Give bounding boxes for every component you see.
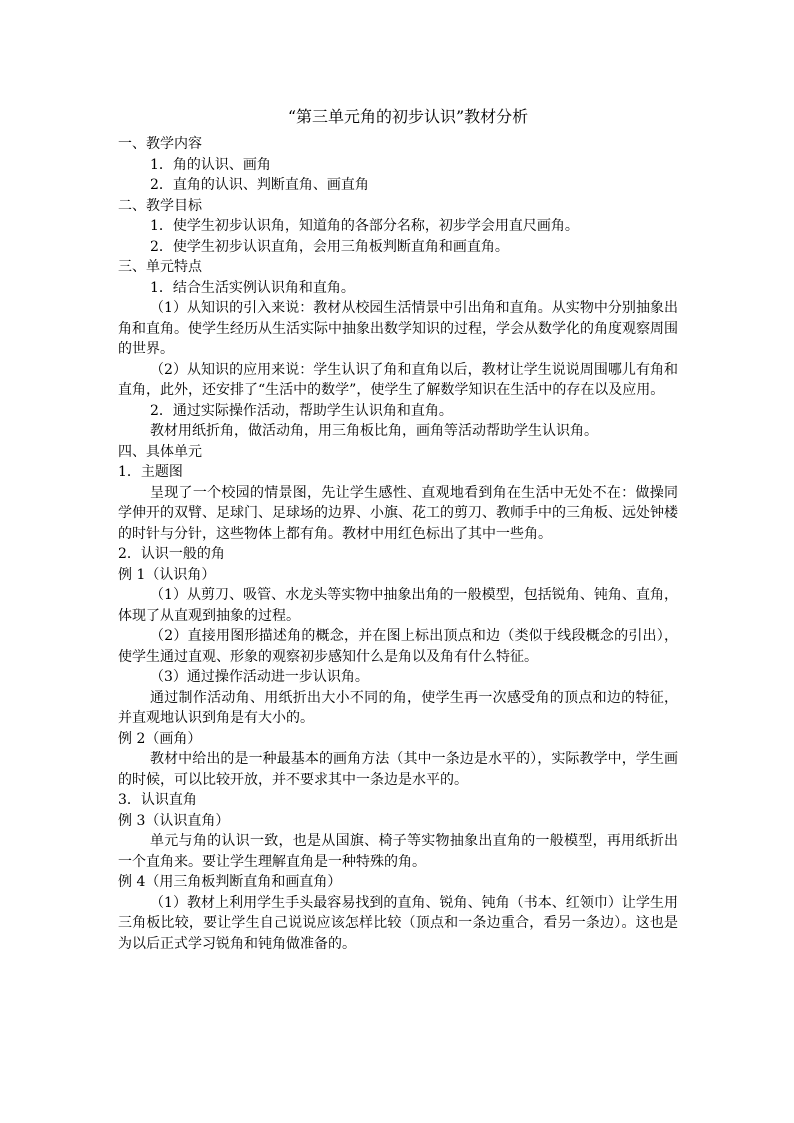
example-1-paragraph-3: （3）通过操作活动进一步认识角。 xyxy=(150,669,369,685)
subheading-general-angle: 2．认识一般的角 xyxy=(118,546,225,562)
feature-paragraph-3: 教材用纸折角，做活动角，用三角板比角，画角等活动帮助学生认识角。 xyxy=(150,423,598,439)
subheading-theme-picture: 1．主题图 xyxy=(118,464,183,480)
example-1-paragraph-2: （2）直接用图形描述角的概念，并在图上标出顶点和边（类似于线段概念的引出），使学生通过直观、形象的观察初步感知什么是角以及角有什么特征。 xyxy=(118,628,678,665)
example-3-paragraph: 单元与角的认识一致，也是从国旗、椅子等实物抽象出直角的一般模型，再用纸折出一个直角来。要让学生理解直角是一种特殊的角。 xyxy=(118,833,678,870)
document-title: “第三单元角的初步认识”教材分析 xyxy=(287,107,529,126)
section-heading-teaching-content: 一、教学内容 xyxy=(118,136,202,152)
goal-item-1: 1．使学生初步认识角，知道角的各部分名称，初步学会用直尺画角。 xyxy=(150,218,579,234)
feature-paragraph-2: （2）从知识的应用来说：学生认识了角和直角以后，教材让学生说说周围哪儿有角和直角，此外，还安排了“生活中的数学”，使学生了解数学知识在生活中的存在以及应用。 xyxy=(118,361,678,398)
example-2-paragraph: 教材中给出的是一种最基本的画角方法（其中一条边是水平的），实际教学中，学生画的时候，可以比较开放，并不要求其中一条边是水平的。 xyxy=(118,751,678,788)
feature-item-1: 1．结合生活实例认识角和直角。 xyxy=(150,279,355,296)
example-1-paragraph-1: （1）从剪刀、吸管、水龙头等实物中抽象出角的一般模型，包括锐角、钝角、直角，体现了从直观到抽象的过程。 xyxy=(118,587,678,624)
feature-paragraph-1: （1）从知识的引入来说：教材从校园生活情景中引出角和直角。从实物中分别抽象出角和直角。使学生经历从生活实际中抽象出数学知识的过程，学会从数学化的角度观察周围的世界。 xyxy=(118,300,678,357)
example-4-paragraph: （1）教材上利用学生手头最容易找到的直角、锐角、钝角（书本、红领巾）让学生用三角板比较，要让学生自己说说应该怎样比较（顶点和一条边重合，看另一条边）。这也是为以后正式学习锐角和钝角做准备的。 xyxy=(118,894,678,952)
example-1-paragraph-4: 通过制作活动角、用纸折出大小不同的角，使学生再一次感受角的顶点和边的特征，并直观地认识到角是有大小的。 xyxy=(118,689,678,726)
goal-item-2: 2．使学生初步认识直角，会用三角板判断直角和画直角。 xyxy=(150,238,509,255)
section-heading-unit-features: 三、单元特点 xyxy=(118,259,202,275)
feature-item-2: 2．通过实际操作活动，帮助学生认识角和直角。 xyxy=(150,402,453,419)
example-4-heading: 例 4（用三角板判断直角和画直角） xyxy=(118,874,342,890)
example-1-heading: 例 1（认识角） xyxy=(118,566,216,583)
theme-picture-paragraph: 呈现了一个校园的情景图，先让学生感性、直观地看到角在生活中无处不在：做操同学伸开的双臂、足球门、足球场的边界、小旗、花工的剪刀、教师手中的三角板、远处钟楼的时针与分针，这些物体上都有角。教材中用红色标出了其中一些角。 xyxy=(118,484,678,542)
content-item-2: 2．直角的认识、判断直角、画直角 xyxy=(150,177,369,193)
document-page xyxy=(118,106,678,954)
section-heading-specific-unit: 四、具体单元 xyxy=(118,443,202,460)
example-2-heading: 例 2（画角） xyxy=(118,730,202,747)
section-heading-teaching-goals: 二、教学目标 xyxy=(118,197,202,214)
content-item-1: 1．角的认识、画角 xyxy=(150,156,271,173)
subheading-right-angle: 3．认识直角 xyxy=(118,792,197,808)
example-3-heading: 例 3（认识直角） xyxy=(118,812,230,829)
